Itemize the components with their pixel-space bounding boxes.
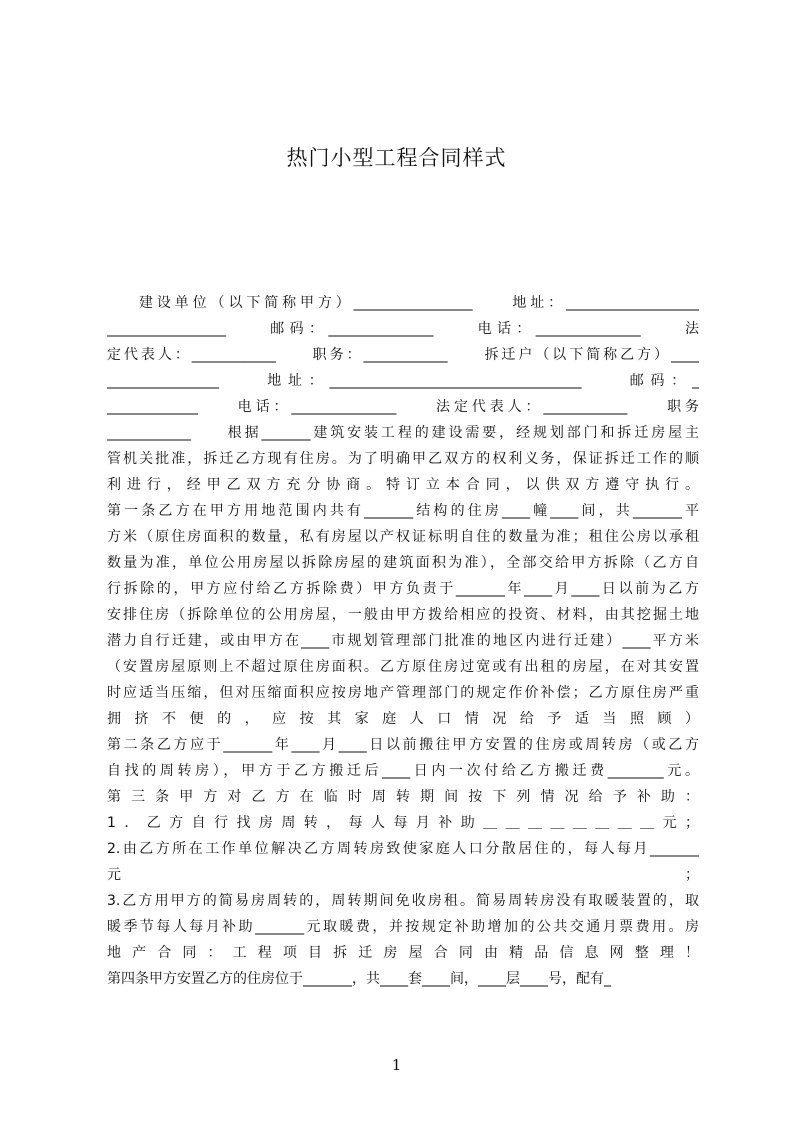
text-line: 自找的周转房），甲方于乙方搬迁后____日内一次付给乙方搬迁费________元。 — [107, 763, 699, 779]
text-line: 第三条甲方对乙方在临时周转期间按下列情况给予补助： — [107, 789, 699, 805]
document-title: 热门小型工程合同样式 — [286, 146, 507, 170]
text-line: （安置房屋原则上不超过原住房面积。乙方原住房过宽或有出租的房屋，在对其安置 — [107, 659, 699, 675]
text-line: ________________ 地址：____________________________________ 邮码：_ — [107, 373, 699, 389]
text-line: 方米（原住房面积的数量，私有房屋以产权证标明自住的数量为准；租住公房以承租 — [107, 529, 699, 545]
text-line: 拥挤不便的，应按其家庭人口情况给予适当照顾） — [107, 711, 699, 727]
text-line: 数量为准，单位公用房屋以拆除房屋的建筑面积为准），全部交给甲方拆除（乙方自 — [107, 555, 699, 571]
text-line: 利进行，经甲乙双方充分协商。特订立本合同，以供双方遵守执行。 — [107, 477, 699, 493]
text-line: 元 ； — [107, 867, 699, 883]
text-line: 管机关批准，拆迁乙方现有住房。为了明确甲乙双方的权利义务，保证拆迁工作的顺 — [107, 451, 699, 467]
text-line: 第一条乙方在甲方用地范围内共有_______结构的住房____幢____间，共_______平 — [107, 503, 699, 519]
text-line: 1．乙方自行找房周转，每人每月补助＿＿＿＿＿＿＿＿元； — [107, 815, 699, 831]
text-line: 建设单位（以下简称甲方）_________________ 地址：___________________ — [139, 295, 699, 311]
text-line: 时应适当压缩，但对压缩面积应按房地产管理部门的规定作价补偿；乙方原住房严重 — [107, 685, 699, 701]
text-line: _____________ 电话：_______________ 法定代表人：____________ 职务 — [107, 399, 699, 415]
text-line: ____________ 根据_______建筑安装工程的建设需要，经规划部门和拆迁房屋主 — [107, 425, 699, 441]
text-line: 行拆除的，甲方应付给乙方拆除费）甲方负责于_______年____月____日以前为乙方 — [107, 581, 699, 597]
text-line: 安排住房（拆除单位的公用房屋，一般由甲方拨给相应的投资、材料，由其挖掘土地 — [107, 607, 699, 623]
text-line: 潜力自行迁建，或由甲方在____市规划管理部门批准的地区内进行迁建）____平方米 — [107, 633, 699, 649]
text-line: 定代表人：____________ 职务：____________ 拆迁户（以下简称乙方）____ — [107, 347, 699, 363]
text-line: 地产合同：工程项目拆迁房屋合同由精品信息网整理！ — [107, 945, 699, 961]
contract-body — [107, 290, 699, 992]
text-line: 第二条乙方应于_______年____月____日以前搬往甲方安置的住房或周转房（或乙方 — [107, 737, 699, 753]
text-line: 3.乙方用甲方的简易房周转的，周转期间免收房租。简易周转房没有取暖装置的，取 — [107, 893, 699, 909]
text-line: 暖季节每人每月补助_______元取暖费，并按规定补助增加的公共交通月票费用。房 — [107, 919, 699, 935]
text-line: _________________ 邮码：_______________ 电话：_______________ 法 — [107, 321, 699, 337]
text-line: 2.由乙方所在工作单位解决乙方周转房致使家庭人口分散居住的，每人每月_______ — [107, 841, 699, 857]
page-number: 1 — [391, 1056, 402, 1074]
text-line: 第四条甲方安置乙方的住房位于_______，共____套____间，____层____号，配有_ — [107, 971, 611, 987]
